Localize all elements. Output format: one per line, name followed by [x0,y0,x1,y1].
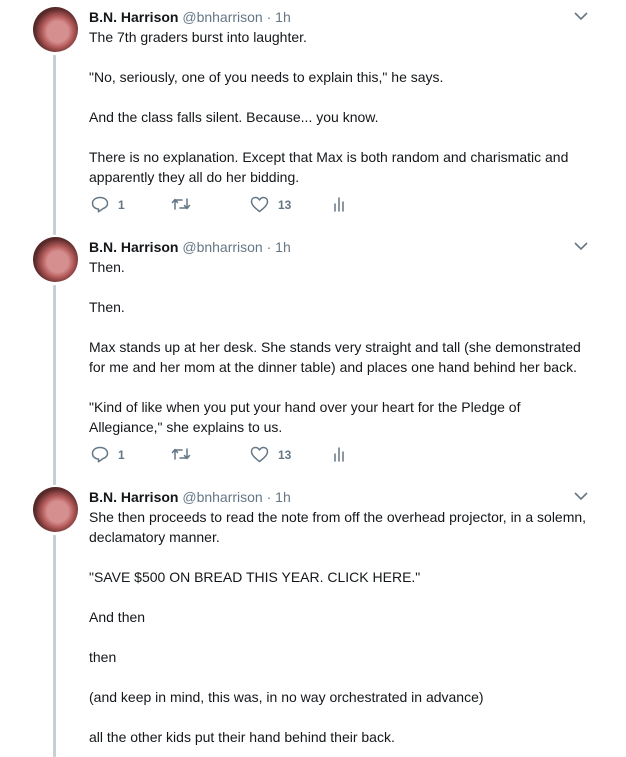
tweet-paragraph: She then proceeds to read the note from off the overhead projector, in a solemn, declamatory manner. [89,509,587,545]
tweet-paragraph: And then [89,609,146,625]
like-button[interactable] [250,196,291,213]
reply-icon [91,196,109,213]
timestamp[interactable]: · 1h [266,489,291,505]
avatar[interactable] [33,237,78,282]
tweet-text [89,257,589,437]
analytics-icon [333,196,347,212]
tweet[interactable] [0,235,626,475]
tweet-paragraph: (and keep in mind, this was, in no way orchestrated in advance) [89,689,484,705]
analytics-button[interactable] [333,196,347,212]
tweet-paragraph: "SAVE $500 ON BREAD THIS YEAR. CLICK HERE." [89,569,421,585]
heart-icon [250,196,269,213]
tweet-header [89,8,291,26]
like-count: 13 [278,197,292,212]
heart-icon [250,446,269,463]
analytics-button[interactable] [333,446,347,462]
username[interactable]: @bnharrison [182,9,263,25]
tweet-text [89,27,589,187]
retweet-button[interactable] [171,446,191,462]
retweet-icon [171,196,191,212]
reply-button[interactable] [91,196,125,213]
chevron-down-icon[interactable] [574,8,594,24]
tweet-text [89,507,589,747]
avatar[interactable] [33,487,78,532]
tweet[interactable] [0,5,626,225]
display-name[interactable]: B.N. Harrison [89,489,179,505]
avatar[interactable] [33,7,78,52]
tweet-paragraph: then [89,649,117,665]
display-name[interactable]: B.N. Harrison [89,239,179,255]
chevron-down-icon[interactable] [574,238,594,254]
tweet-paragraph: Max stands up at her desk. She stands very straight and tall (she demonstrated for me and her mom at the dinner table) and places one hand behind her back. [89,339,581,375]
tweet-paragraph: Then. [89,299,125,315]
reply-icon [91,446,109,463]
tweet-actions [89,446,389,466]
tweet-actions [89,196,389,216]
tweet-paragraph: "No, seriously, one of you needs to explain this," he says. [89,69,444,85]
chevron-down-icon[interactable] [574,488,594,504]
display-name[interactable]: B.N. Harrison [89,9,179,25]
tweet-paragraph: There is no explanation. Except that Max is both random and charismatic and apparently they all do her bidding. [89,149,569,185]
timestamp[interactable]: · 1h [266,239,291,255]
tweet-paragraph: And the class falls silent. Because... you know. [89,109,379,125]
tweet[interactable] [0,485,626,757]
tweet-header [89,238,291,256]
tweet-paragraph: Then. [89,259,125,275]
like-count: 13 [278,447,292,462]
reply-count: 1 [118,197,125,212]
like-button[interactable] [250,446,291,463]
tweet-header [89,488,291,506]
timestamp[interactable]: · 1h [266,9,291,25]
retweet-icon [171,446,191,462]
reply-count: 1 [118,447,125,462]
username[interactable]: @bnharrison [182,239,263,255]
reply-button[interactable] [91,446,125,463]
tweet-paragraph: all the other kids put their hand behind their back. [89,729,395,745]
retweet-button[interactable] [171,196,191,212]
analytics-icon [333,446,347,462]
tweet-paragraph: "Kind of like when you put your hand over your heart for the Pledge of Allegiance," she explains to us. [89,399,521,435]
username[interactable]: @bnharrison [182,489,263,505]
tweet-paragraph: The 7th graders burst into laughter. [89,29,307,45]
